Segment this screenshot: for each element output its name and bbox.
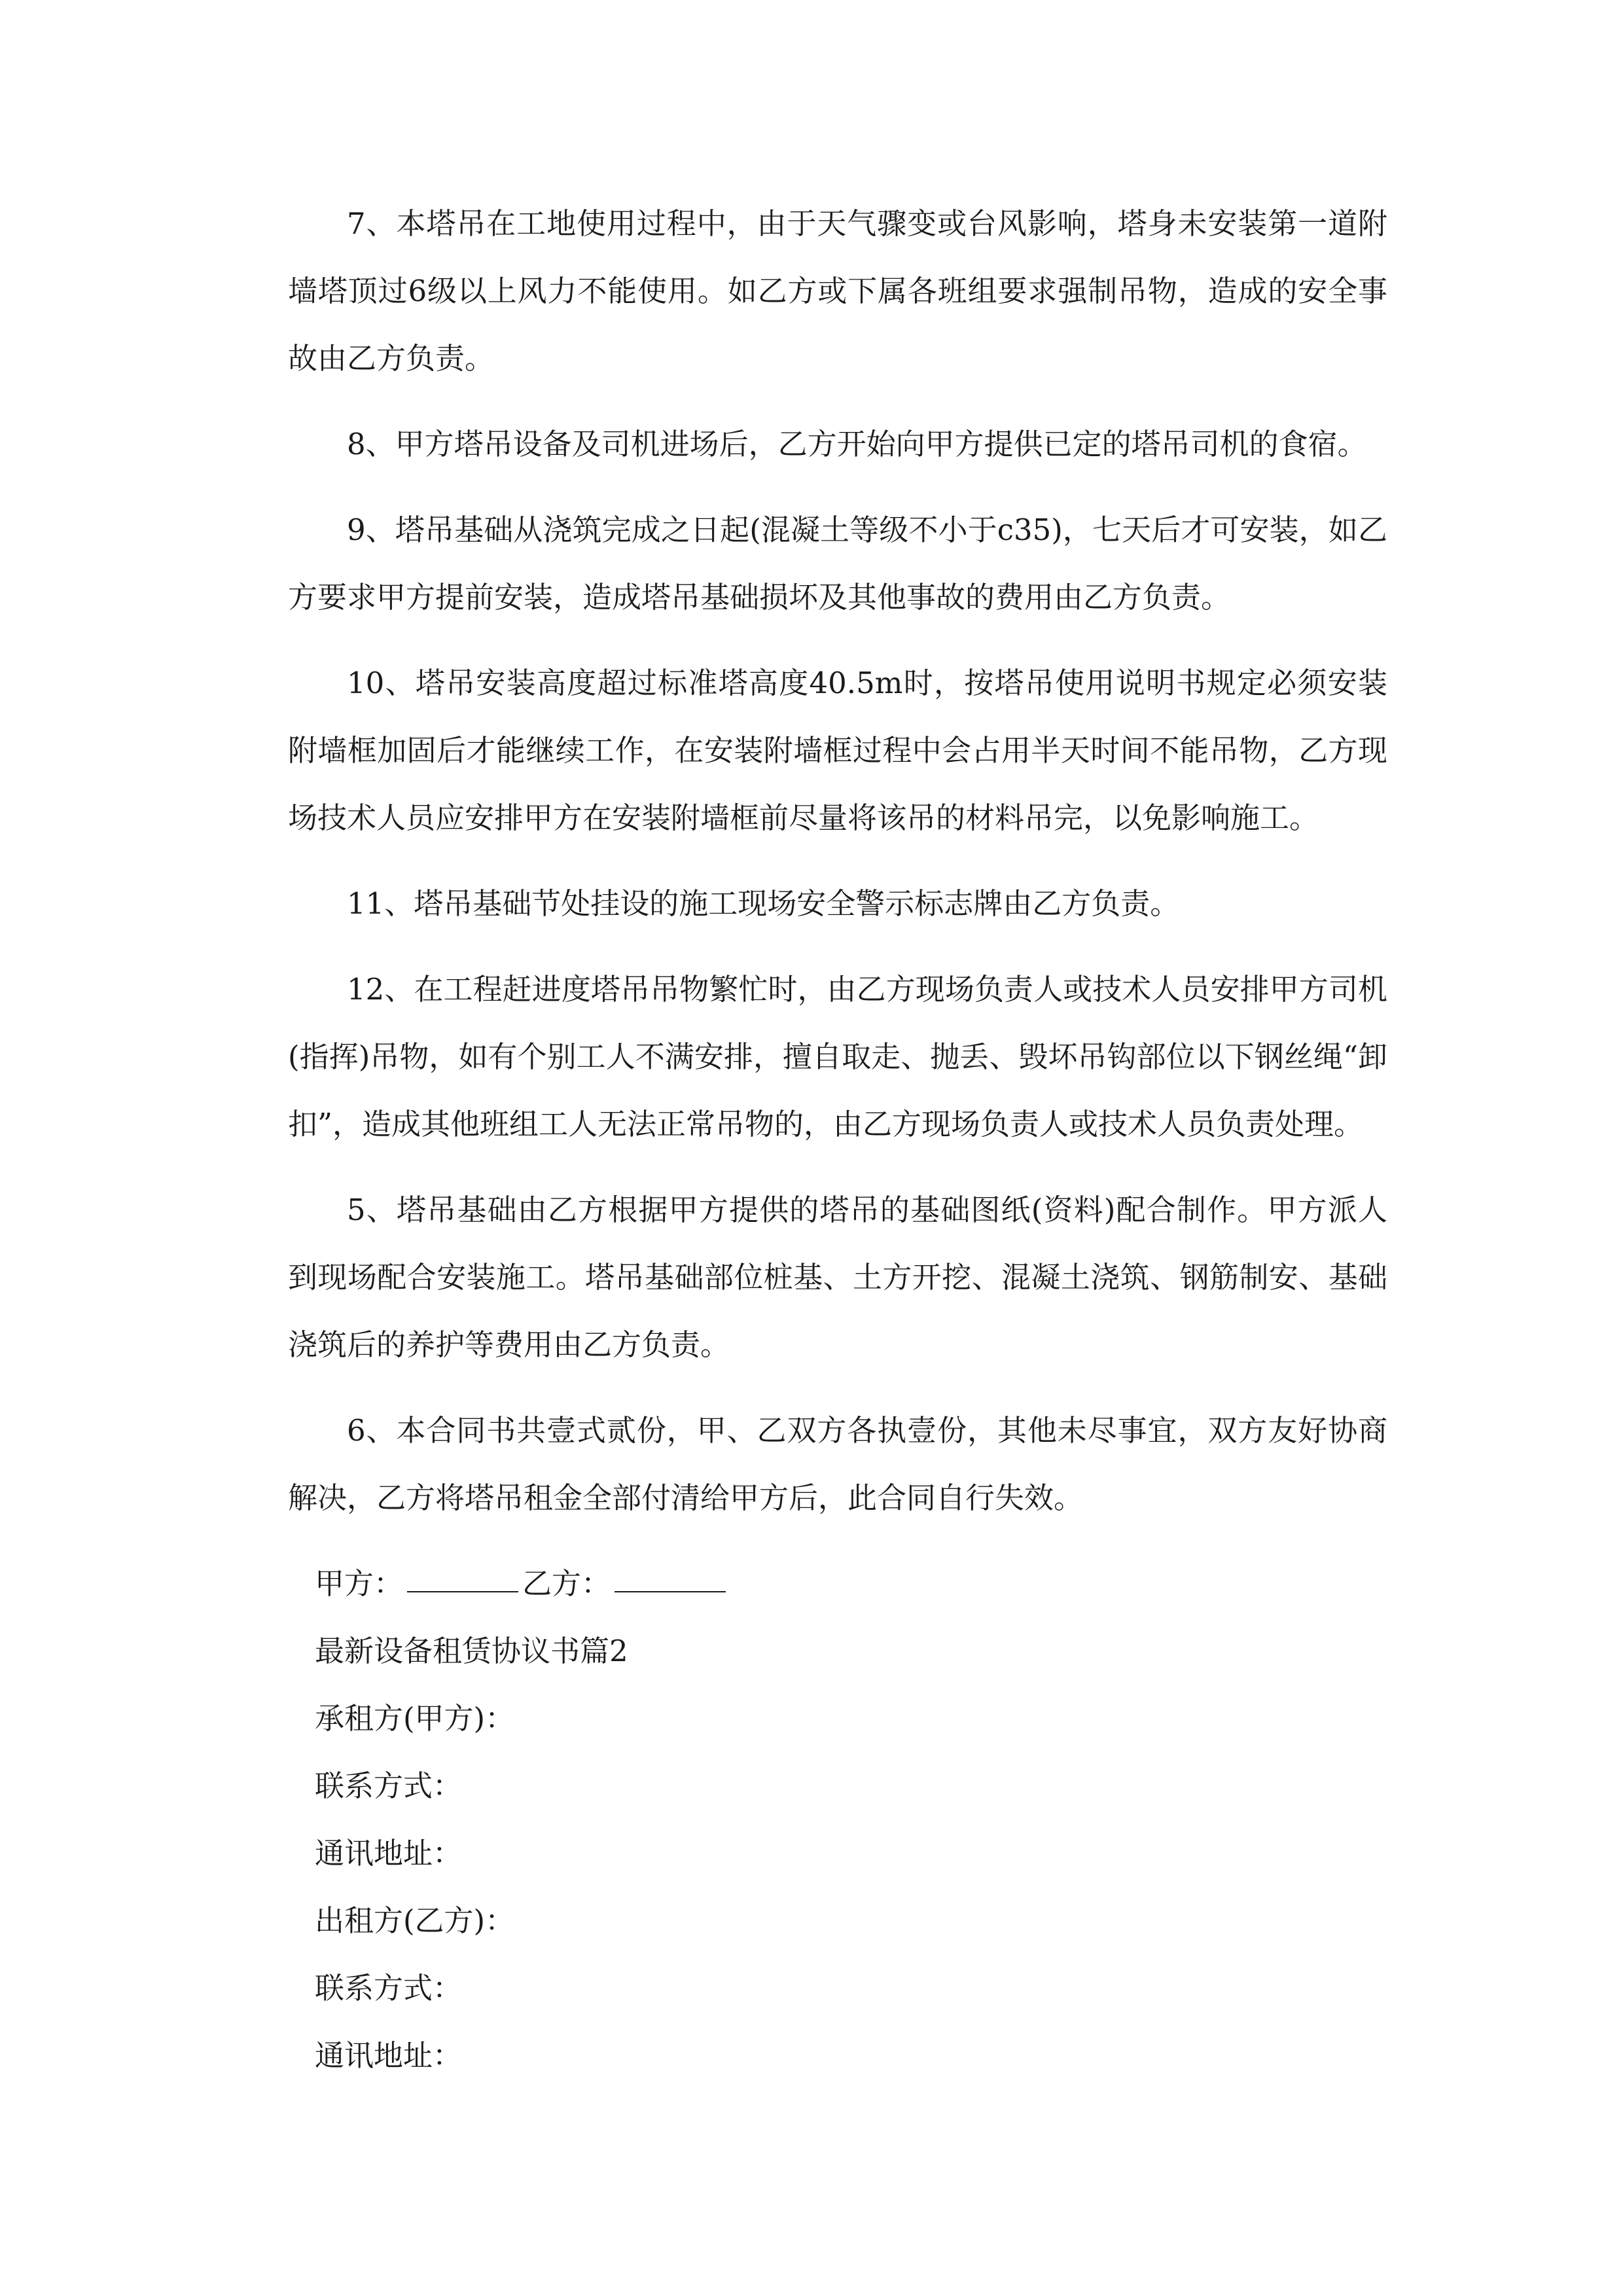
lessee-address-field: 通讯地址： [315, 1836, 463, 1871]
clause-6: 6、本合同书共壹式贰份，甲、乙双方各执壹份，其他未尽事宜，双方友好协商解决，乙方将塔吊租金全部付清给甲方后，此合同自行失效。 [288, 1413, 1387, 1515]
party-b-label: 乙方： [522, 1566, 611, 1601]
clause-12: 12、在工程赶进度塔吊吊物繁忙时，由乙方现场负责人或技术人员安排甲方司机(指挥)吊物，如有个别工人不满安排，擅自取走、抛丢、毁坏吊钩部位以下钢丝绳“卸扣”，造成其他班组工人无法正常吊物的，由乙方现场负责人或技术人员负责处理。 [288, 972, 1387, 1141]
signature-line [288, 1550, 1387, 1617]
clause-9: 9、塔吊基础从浇筑完成之日起(混凝土等级不小于c35)，七天后才可安装，如乙方要求甲方提前安装，造成塔吊基础损坏及其他事故的费用由乙方负责。 [288, 512, 1387, 615]
lessor-address-field: 通讯地址： [315, 2038, 463, 2073]
party-b-signature-blank [615, 1591, 726, 1592]
lessee-contact-field: 联系方式： [315, 1768, 463, 1803]
party-a-signature-blank [407, 1591, 518, 1592]
clause-7: 7、本塔吊在工地使用过程中，由于天气骤变或台风影响，塔身未安装第一道附墙塔顶过6级以上风力不能使用。如乙方或下属各班组要求强制吊物，造成的安全事故由乙方负责。 [288, 206, 1387, 376]
party-a-label: 甲方： [315, 1566, 404, 1601]
lessor-contact-field: 联系方式： [315, 1971, 463, 2005]
section-title: 最新设备租赁协议书篇2 [315, 1634, 628, 1668]
clause-11: 11、塔吊基础节处挂设的施工现场安全警示标志牌由乙方负责。 [347, 886, 1180, 921]
clause-8: 8、甲方塔吊设备及司机进场后，乙方开始向甲方提供已定的塔吊司机的食宿。 [347, 427, 1367, 461]
lessor-field: 出租方(乙方)： [315, 1903, 515, 1938]
clause-5: 5、塔吊基础由乙方根据甲方提供的塔吊的基础图纸(资料)配合制作。甲方派人到现场配合安装施工。塔吊基础部位桩基、土方开挖、混凝土浇筑、钢筋制安、基础浇筑后的养护等费用由乙方负责。 [288, 1193, 1387, 1362]
lessee-field: 承租方(甲方)： [315, 1701, 515, 1736]
document-body [288, 190, 1387, 2089]
clause-10: 10、塔吊安装高度超过标准塔高度40.5m时，按塔吊使用说明书规定必须安装附墙框加固后才能继续工作，在安装附墙框过程中会占用半天时间不能吊物，乙方现场技术人员应安排甲方在安装附墙框前尽量将该吊的材料吊完，以免影响施工。 [288, 666, 1387, 835]
